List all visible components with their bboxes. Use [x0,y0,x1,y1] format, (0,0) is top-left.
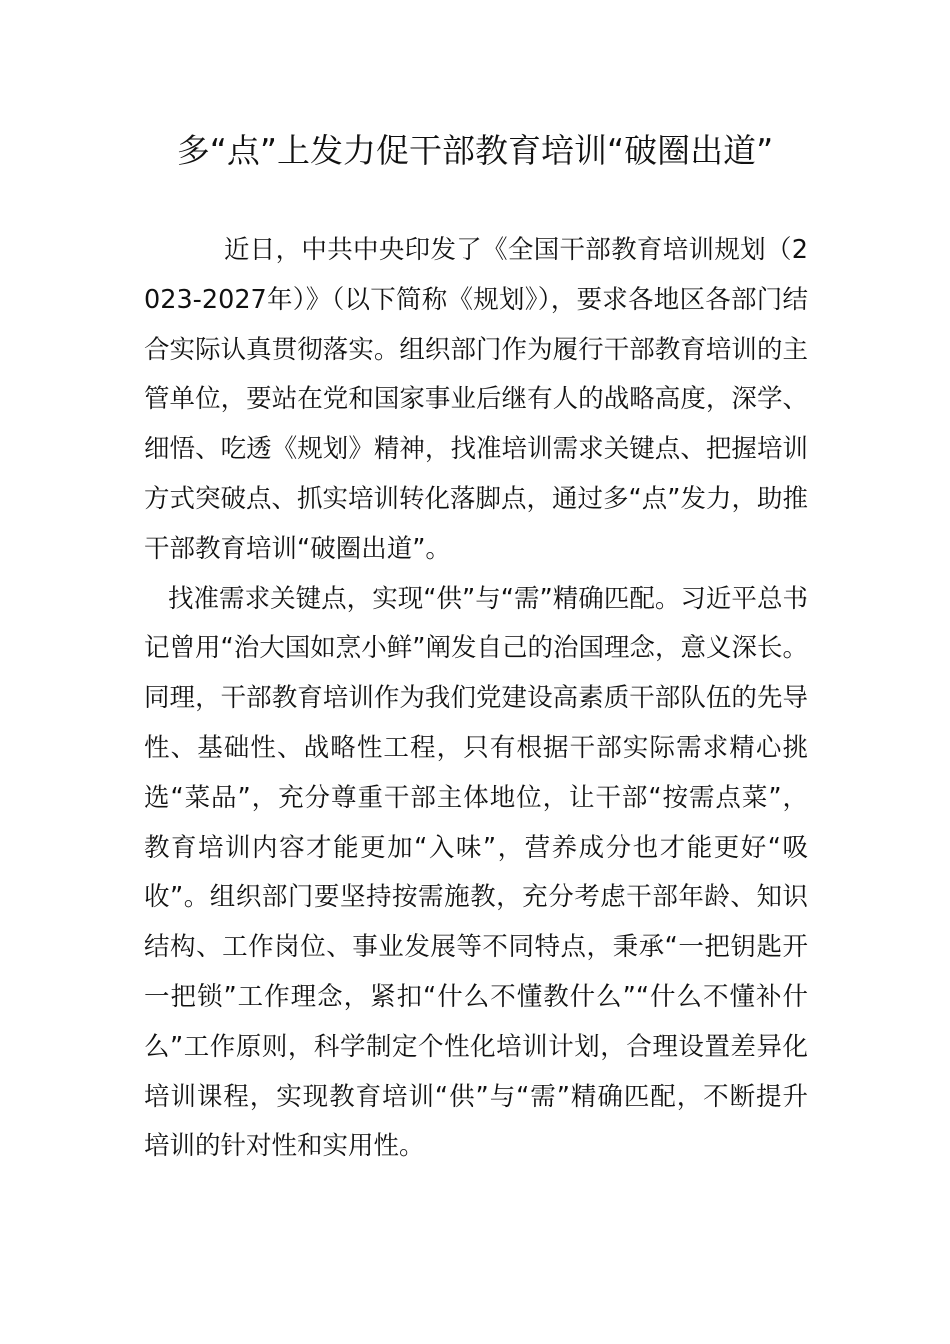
paragraph-intro: 近日，中共中央印发了《全国干部教育培训规划（2023-2027年）》（以下简称《规划》），要求各地区各部门结合实际认真贯彻落实。组织部门作为履行干部教育培训的主管单位，要站在党和国家事业后继有人的战略高度，深学、细悟、吃透《规划》精神，找准培训需求关键点、把握培训方式突破点、抓实培训转化落脚点，通过多“点”发力，助推干部教育培训“破圈出道”。 [144,235,808,564]
document-title: 多“点”上发力促干部教育培训“破圈出道” [176,131,774,170]
paragraph-demand-key-point: 找准需求关键点，实现“供”与“需”精确匹配。习近平总书记曾用“治大国如烹小鲜”阐发自己的治国理念，意义深长。同理，干部教育培训作为我们党建设高素质干部队伍的先导性、基础性、战略性工程，只有根据干部实际需求精心挑选“菜品”，充分尊重干部主体地位，让干部“按需点菜”，教育培训内容才能更加“入味”，营养成分也才能更好“吸收”。组织部门要坚持按需施教，充分考虑干部年龄、知识结构、工作岗位、事业发展等不同特点，秉承“一把钥匙开一把锁”工作理念，紧扣“什么不懂教什么”“什么不懂补什么”工作原则，科学制定个性化培训计划，合理设置差异化培训课程，实现教育培训“供”与“需”精确匹配，不断提升培训的针对性和实用性。 [144,583,808,1162]
document-body [144,226,808,1172]
